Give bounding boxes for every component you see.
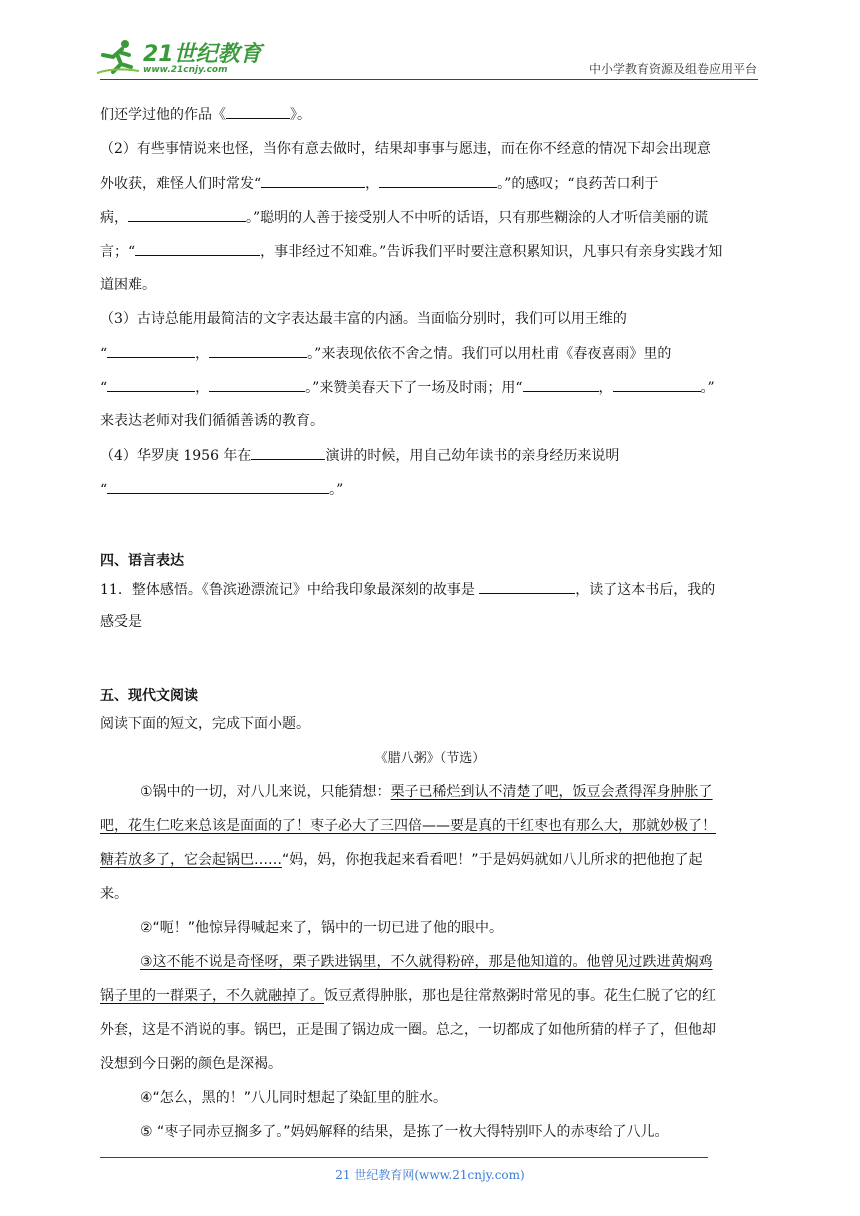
- passage-p3-line-3: 外套，这是不消说的事。锅巴，正是围了锅边成一圈。总之，一切都成了如他所猜的样子了，但他却: [100, 1022, 716, 1038]
- passage-p1-line-4: 来。: [100, 886, 128, 902]
- underlined-text: 糖若放多了，它会起锅巴……: [100, 852, 282, 868]
- answer-blank[interactable]: [107, 377, 195, 392]
- site-logo: [95, 37, 265, 79]
- header-divider: [100, 79, 758, 80]
- q11-line-2: 感受是: [100, 614, 142, 630]
- logo-url: www.21cnjy.com: [143, 65, 228, 75]
- answer-blank[interactable]: [107, 343, 195, 358]
- underlined-text: 锅子里的一群栗子，不久就融掉了。: [100, 988, 324, 1004]
- passage-title: 《腊八粥》（节选）: [374, 751, 486, 766]
- passage-p5: ⑤ “枣子同赤豆搁多了。”妈妈解释的结果，是拣了一枚大得特别吓人的赤枣给了八儿。: [140, 1124, 669, 1140]
- q10-line-9: “ ， 。”来赞美春天下了一场及时雨；用“ ， 。”: [100, 377, 715, 398]
- passage-p2: ②“呃！”他惊异得喊起来了，锅中的一切已进了他的眼中。: [140, 920, 504, 936]
- answer-blank[interactable]: [209, 343, 307, 358]
- q10-line-11: （4）华罗庚 1956 年在 演讲的时候，用自己幼年读书的亲身经历来说明: [100, 445, 619, 466]
- underlined-text: 栗子已稀烂到认不清楚了吧，饭豆会煮得浑身肿胀了: [390, 784, 713, 800]
- q10-line-3: 外收获，难怪人们时常发“ ， 。”的感叹；“良药苦口利于: [100, 173, 659, 194]
- section-heading-4: 四、语言表达: [100, 553, 184, 569]
- footer-link[interactable]: 21 世纪教育网(www.21cnjy.com): [335, 1168, 525, 1182]
- q10-line-6: 道困难。: [100, 277, 156, 293]
- q10-line-1: 们还学过他的作品《 》。: [100, 104, 311, 125]
- q10-line-10: 来表达老师对我们循循善诱的教育。: [100, 413, 324, 429]
- platform-name: 中小学教育资源及组卷应用平台: [588, 62, 757, 76]
- answer-blank[interactable]: [107, 479, 329, 494]
- answer-blank[interactable]: [226, 104, 290, 119]
- q10-line-7: （3）古诗总能用最简洁的文字表达最丰富的内涵。当面临分别时，我们可以用王维的: [100, 311, 627, 327]
- q10-line-5: 言；“ ，事非经过不知难。”告诉我们平时要注意积累知识，凡事只有亲身实践才知: [100, 241, 722, 262]
- answer-blank[interactable]: [128, 207, 246, 222]
- q10-line-4: 病， 。”聪明的人善于接受别人不中听的话语，只有那些糊涂的人才听信美丽的谎: [100, 207, 708, 228]
- answer-blank[interactable]: [209, 377, 305, 392]
- passage-p1-line-2: 吧，花生仁吃来总该是面面的了！枣子必大了三四倍——要是真的干红枣也有那么大，那就妙极了！: [100, 818, 716, 834]
- logo-text: 21世纪教育: [143, 42, 262, 67]
- passage-p3-line-2: 锅子里的一群栗子，不久就融掉了。饭豆煮得肿胀，那也是往常熬粥时常见的事。花生仁脱了它的红: [100, 988, 716, 1004]
- section-heading-5: 五、现代文阅读: [100, 688, 198, 704]
- answer-blank[interactable]: [523, 377, 599, 392]
- q11-line-1: 11．整体感悟。《鲁滨逊漂流记》中给我印象最深刻的故事是 ，读了这本书后，我的: [100, 579, 715, 600]
- answer-blank[interactable]: [261, 173, 365, 188]
- passage-p4: ④“怎么，黑的！”八儿同时想起了染缸里的脏水。: [140, 1090, 448, 1106]
- passage-p1-line-1: ①锅中的一切，对八儿来说，只能猜想：栗子已稀烂到认不清楚了吧，饭豆会煮得浑身肿胀了: [140, 784, 713, 800]
- runner-logo-icon: [95, 37, 141, 77]
- q10-line-8: “ ， 。”来表现依依不舍之情。我们可以用杜甫《春夜喜雨》里的: [100, 343, 671, 364]
- q10-line-12: “ 。”: [100, 479, 343, 500]
- passage-p1-line-3: 糖若放多了，它会起锅巴……“妈，妈，你抱我起来看看吧！”于是妈妈就如八儿所求的把他抱了起: [100, 852, 703, 868]
- answer-blank[interactable]: [379, 173, 497, 188]
- answer-blank[interactable]: [613, 377, 701, 392]
- answer-blank[interactable]: [479, 579, 575, 594]
- reading-instruction: 阅读下面的短文，完成下面小题。: [100, 716, 310, 732]
- answer-blank[interactable]: [135, 241, 260, 256]
- answer-blank[interactable]: [251, 445, 325, 460]
- passage-p3-line-1: ③这不能不说是奇怪呀，栗子跌进锅里，不久就得粉碎，那是他知道的。他曾见过跌进黄焖鸡: [140, 954, 713, 970]
- passage-p3-line-4: 没想到今日粥的颜色是深褐。: [100, 1056, 282, 1072]
- q10-line-2: （2）有些事情说来也怪，当你有意去做时，结果却事事与愿违，而在你不经意的情况下却会出现意: [100, 141, 711, 157]
- footer-divider: [100, 1157, 708, 1158]
